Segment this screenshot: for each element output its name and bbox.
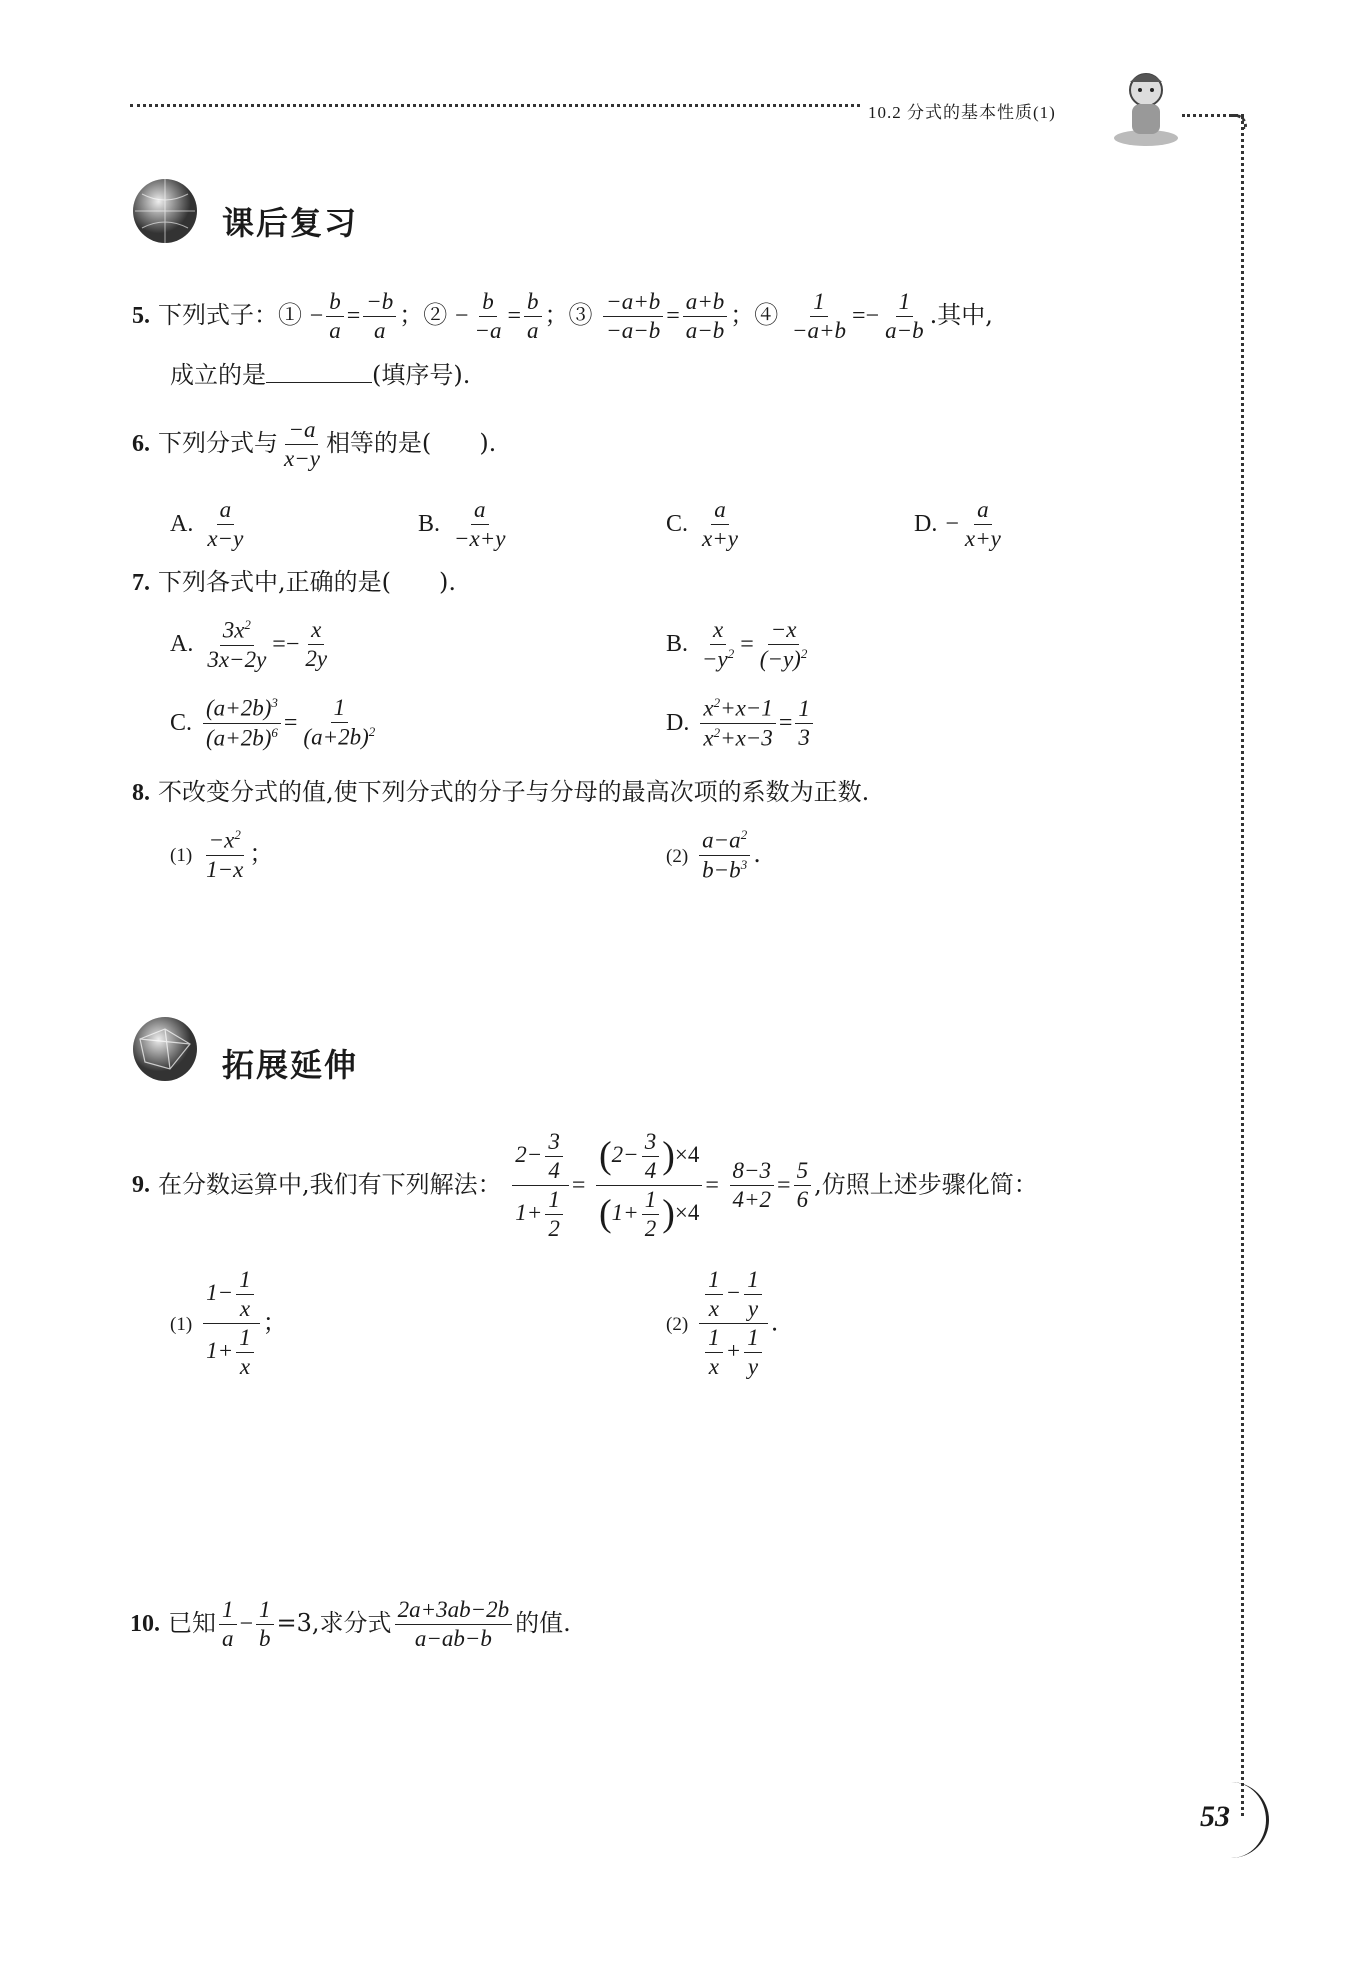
option-d[interactable]: D. $\frac{x^2+x-1}{x^2+x-3}$ = $\frac{1}{3}$ <box>666 696 816 751</box>
header-dotted-rule <box>130 104 860 107</box>
question-10-mid: =3,求分式 <box>276 1609 392 1638</box>
page-border-right <box>1241 116 1244 1816</box>
network-globe-icon <box>130 1014 200 1084</box>
option-a[interactable]: A. $\frac{3x^2}{3x-2y}$ =− $\frac{x}{2y}$ <box>170 617 328 672</box>
question-5-line2-lead: 成立的是 <box>170 361 266 389</box>
option-c[interactable]: C. $\frac{(a+2b)^3}{(a+2b)^6}$ = $\frac{1}{(a+2b)^2}$ <box>170 695 376 751</box>
part-label: (2) <box>666 845 689 867</box>
question-8-part-1: (1) $\frac{-x^2}{1-x}$ ； <box>170 827 274 882</box>
option-label: A. <box>170 631 194 658</box>
page-number-arc <box>1226 1782 1269 1858</box>
question-6-lead: 下列分式与 <box>158 429 278 458</box>
question-5: 5. 下列式子：① − $\frac{b}{a}$ = $\frac{-b}{a}$ ；② − $\frac{b}{-a}$ = $\frac{b}{a}$ ；③ $\frac{-a+b}{-a-b}$ = $\frac{a+b}{a-b}$ ；④ $\frac{1}{-a+b}$ =− $\frac{1}{a-b}$ .其中, <box>132 289 993 344</box>
question-5-line2-tail: (填序号). <box>372 361 471 389</box>
question-9-tail: ,仿照上述步骤化简： <box>814 1170 1038 1199</box>
question-6-tail: 相等的是( <box>325 429 432 458</box>
option-label: B. <box>418 511 441 538</box>
question-number: 7. <box>132 570 150 596</box>
header-section-title: 10.2 分式的基本性质(1) <box>868 103 1056 122</box>
option-a[interactable]: A. $\frac{a}{x-y}$ <box>170 497 244 552</box>
question-5-sep4: ；④ <box>730 301 779 330</box>
question-8-part-2: (2) $\frac{a-a^2}{b-b^3}$ . <box>666 827 761 883</box>
question-9-part-1: (1) 1− $\frac{1}{x}$ 1+ $\frac{1}{x}$ ； <box>170 1267 287 1380</box>
question-5-line2 <box>170 362 470 387</box>
option-b[interactable]: B. $\frac{x}{-y^2}$ = $\frac{-x}{(-y)^2}$ <box>666 617 808 672</box>
question-5-sep3: ；③ <box>544 301 593 330</box>
question-8 <box>132 780 869 805</box>
question-number: 8. <box>132 780 150 806</box>
question-9-lead: 在分数运算中,我们有下列解法： <box>158 1170 502 1199</box>
option-label: B. <box>666 631 689 658</box>
section-title-extension: 拓展延伸 <box>222 1046 359 1084</box>
question-number: 10. <box>130 1611 160 1638</box>
question-10-tail: 的值. <box>515 1609 571 1638</box>
option-d[interactable]: D. − $\frac{a}{x+y}$ <box>914 497 1001 552</box>
part-label: (2) <box>666 1314 689 1336</box>
question-6-close: ). <box>479 429 497 458</box>
question-5-lead: 下列式子：① <box>158 301 302 330</box>
option-label: D. <box>914 511 938 538</box>
part-label: (1) <box>170 1314 193 1336</box>
question-number: 9. <box>132 1172 150 1199</box>
question-number: 6. <box>132 431 150 458</box>
option-label: C. <box>666 511 689 538</box>
question-6: 6. 下列分式与 $\frac{-a}{x-y}$ 相等的是( ). <box>132 417 497 472</box>
question-number: 5. <box>132 303 150 330</box>
mascot-portrait-icon <box>1110 62 1182 148</box>
question-7-text: 下列各式中,正确的是( <box>158 568 391 596</box>
option-label: C. <box>170 709 193 736</box>
question-7-close: ). <box>439 568 456 596</box>
page-number: 53 <box>1200 1800 1230 1833</box>
question-9-part-2: (2) $\frac{1}{x}$ − $\frac{1}{y}$ $\frac{1}{x}$ + $\frac{1}{y}$ . <box>666 1267 779 1380</box>
question-9: 9. 在分数运算中,我们有下列解法： 2− $\frac{3}{4}$ 1+ $\frac{1}{2}$ = (2− $\frac{3}{4}$ )×4 (1+ $\frac{1}{2}$ )×4 = $\frac{8-3}{4+2}$ = $\frac{5}{6}$ ,仿照上述步骤化简： <box>132 1129 1038 1242</box>
question-5-sep2: ；② <box>399 301 448 330</box>
option-c[interactable]: C. $\frac{a}{x+y}$ <box>666 497 738 552</box>
question-8-text: 不改变分式的值,使下列分式的分子与分母的最高次项的系数为正数. <box>158 778 870 806</box>
option-label: D. <box>666 709 690 736</box>
question-10-lead: 已知 <box>168 1609 216 1638</box>
question-10: 10. 已知 $\frac{1}{a}$ − $\frac{1}{b}$ =3,求分式 $\frac{2a+3ab-2b}{a-ab-b}$ 的值. <box>130 1597 571 1652</box>
option-b[interactable]: B. $\frac{a}{-x+y}$ <box>418 497 506 552</box>
page-border-corner <box>1232 114 1247 129</box>
option-label: A. <box>170 511 194 538</box>
globe-icon <box>130 176 200 246</box>
question-7 <box>132 570 456 595</box>
section-title-review: 课后复习 <box>222 204 359 242</box>
question-5-tail: .其中, <box>929 301 993 330</box>
part-label: (1) <box>170 845 193 867</box>
answer-blank[interactable] <box>266 362 372 383</box>
